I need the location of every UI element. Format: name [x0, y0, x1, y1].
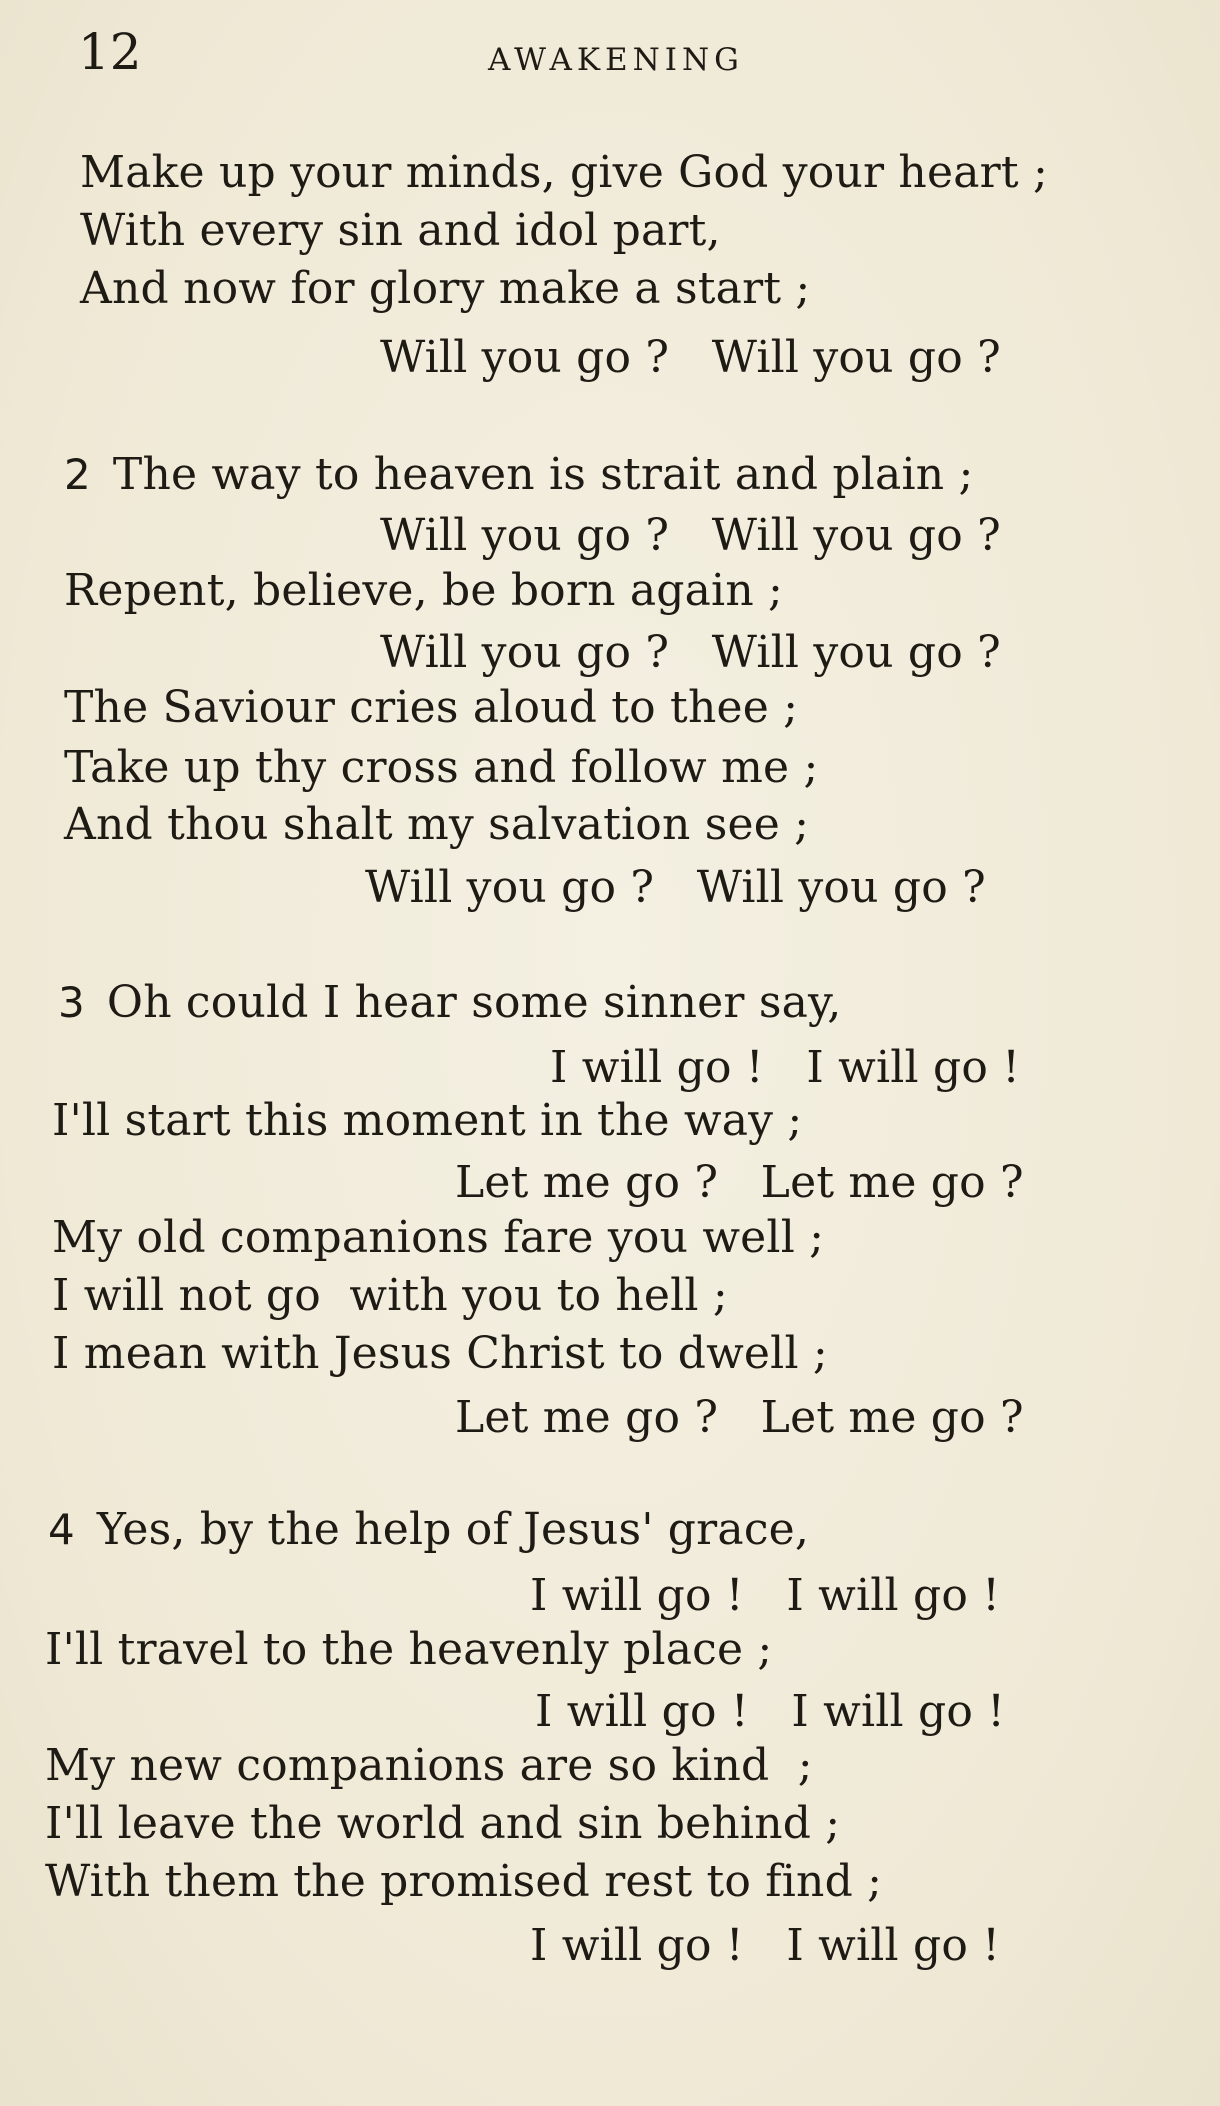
verse-3-line-2: I will go ! I will go !: [550, 1042, 1021, 1093]
verse-3-line-5: My old companions fare you well ;: [52, 1212, 825, 1263]
verse-2-line-3: Repent, believe, be born again ;: [64, 565, 784, 616]
page-number: 12: [78, 23, 142, 81]
running-head: AWAKENING: [488, 42, 744, 78]
verse-2-number: 2: [64, 450, 91, 499]
verse-1-line-2: With every sin and idol part,: [80, 205, 721, 256]
verse-4-line-6: I'll leave the world and sin behind ;: [45, 1798, 841, 1849]
verse-3-line-6: I will not go with you to hell ;: [52, 1270, 728, 1321]
verse-3-line-1: [58, 975, 841, 1031]
verse-1-refrain: Will you go ? Will you go ?: [380, 332, 1001, 383]
verse-2-refrain: Will you go ? Will you go ?: [365, 862, 986, 913]
verse-2-line-6: Take up thy cross and follow me ;: [64, 742, 819, 793]
verse-2-line-1-text: The way to heaven is strait and plain ;: [112, 449, 974, 500]
verse-4-line-5: My new companions are so kind ;: [45, 1740, 813, 1791]
verse-2-line-7: And thou shalt my salvation see ;: [64, 799, 810, 850]
verse-4-line-7: With them the promised rest to find ;: [45, 1856, 883, 1907]
verse-4-line-1-text: Yes, by the help of Jesus' grace,: [96, 1504, 810, 1555]
verse-1-line-1: Make up your minds, give God your heart ;: [80, 147, 1048, 198]
verse-4-line-3: I'll travel to the heavenly place ;: [45, 1624, 773, 1675]
verse-3-number: 3: [58, 978, 85, 1027]
verse-3-line-3: I'll start this moment in the way ;: [52, 1095, 803, 1146]
verse-1-line-3: And now for glory make a start ;: [80, 263, 811, 314]
verse-2-line-5: The Saviour cries aloud to thee ;: [64, 682, 799, 733]
verse-4-line-2: I will go ! I will go !: [530, 1570, 1001, 1621]
verse-4-number: 4: [48, 1505, 75, 1554]
verse-2-line-2: Will you go ? Will you go ?: [380, 510, 1001, 561]
verse-4-line-1: [48, 1502, 809, 1558]
verse-3-line-4: Let me go ? Let me go ?: [455, 1157, 1024, 1208]
verse-2-line-1: [64, 447, 973, 503]
verse-4-line-4: I will go ! I will go !: [535, 1686, 1006, 1737]
verse-3-refrain: Let me go ? Let me go ?: [455, 1392, 1024, 1443]
verse-2-line-4: Will you go ? Will you go ?: [380, 627, 1001, 678]
verse-4-refrain: I will go ! I will go !: [530, 1920, 1001, 1971]
verse-3-line-1-text: Oh could I hear some sinner say,: [106, 977, 842, 1028]
verse-3-line-7: I mean with Jesus Christ to dwell ;: [52, 1328, 828, 1379]
